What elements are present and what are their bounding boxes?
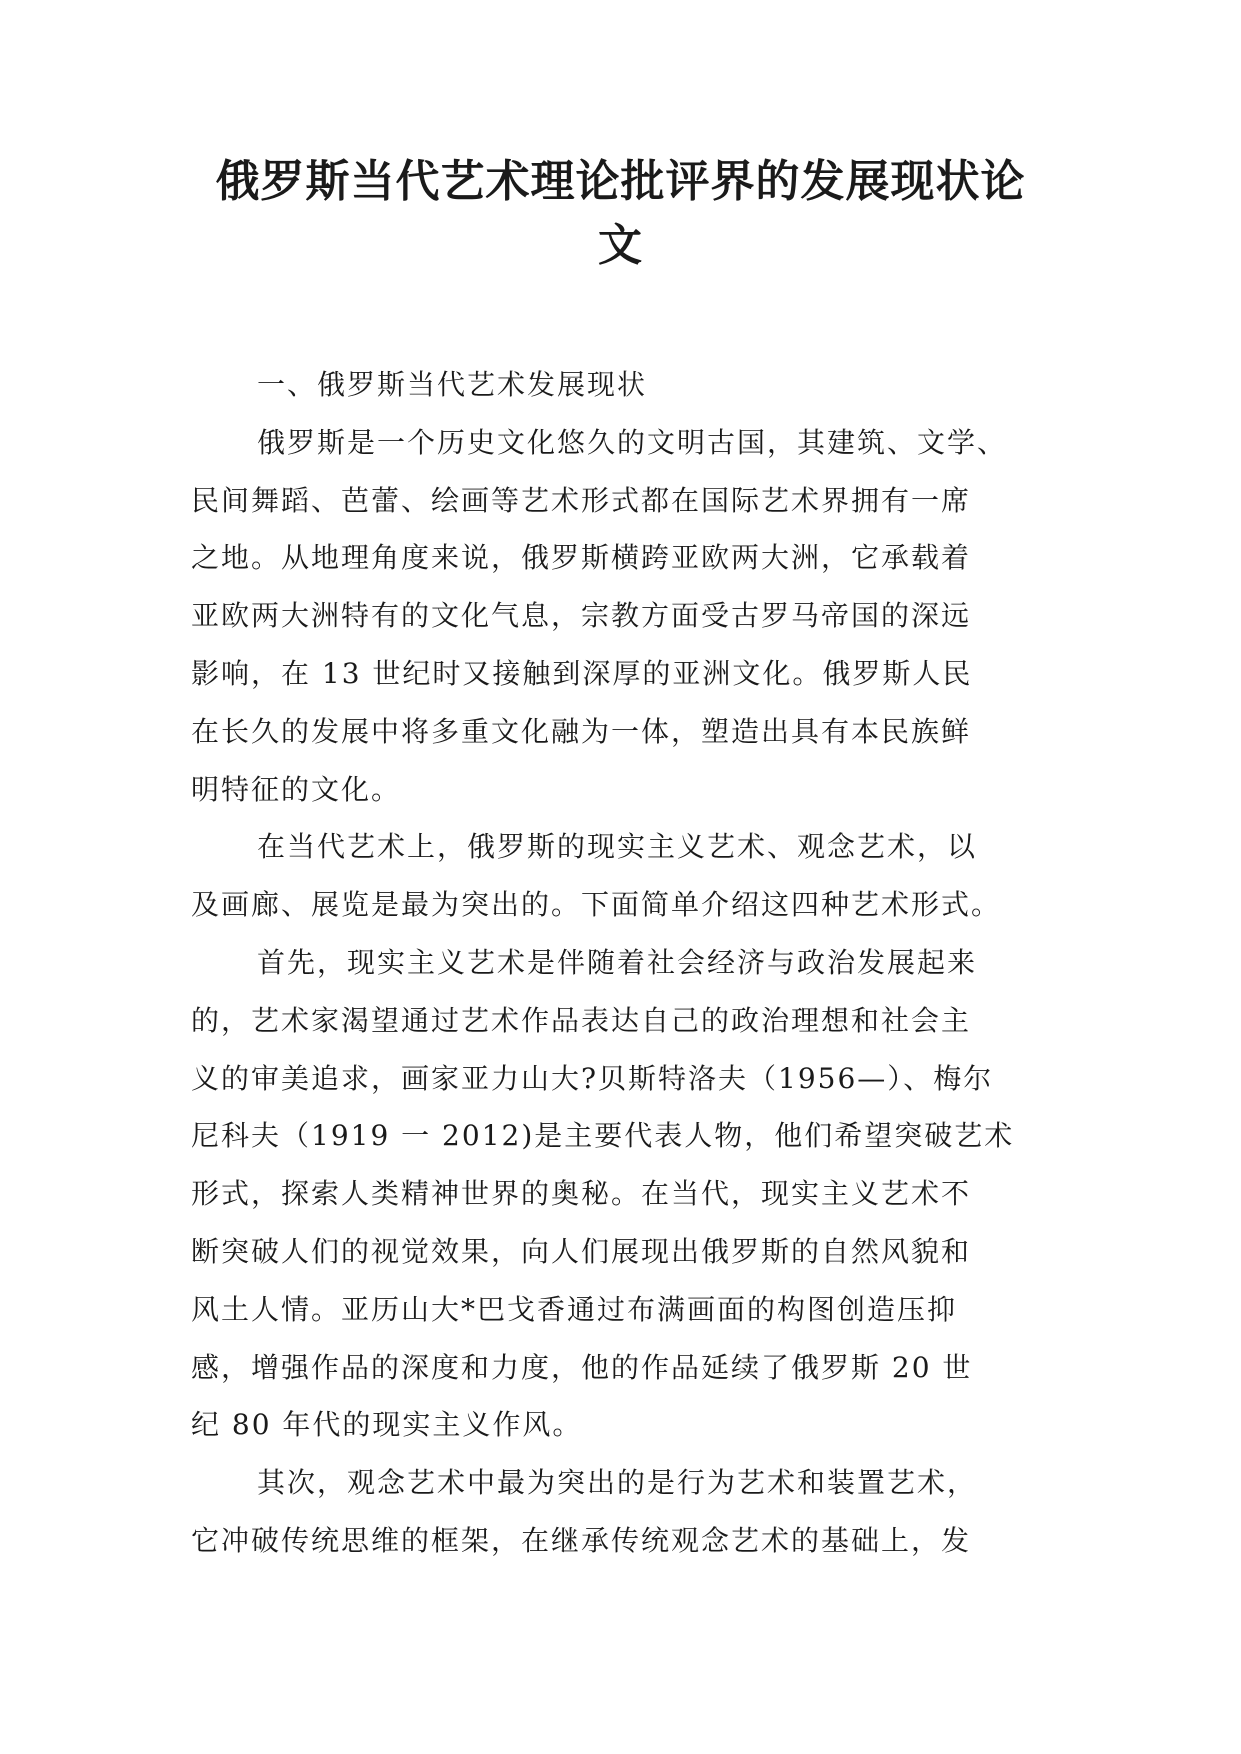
title-line-2: 文 (598, 220, 643, 271)
title-line-1: 俄罗斯当代艺术理论批评界的发展现状论 (215, 156, 1026, 207)
paragraph-line: 在当代艺术上，俄罗斯的现实主义艺术、观念艺术，以 (257, 830, 978, 864)
paragraph-line: 其次，观念艺术中最为突出的是行为艺术和装置艺术， (257, 1466, 978, 1500)
paragraph-line: 义的审美追求，画家亚力山大?贝斯特洛夫（1956—）、梅尔 (191, 1061, 994, 1095)
paragraph-line: 风土人情。亚历山大*巴戈香通过布满画面的构图创造压抑 (191, 1292, 958, 1326)
paragraph-line: 的，艺术家渴望通过艺术作品表达自己的政治理想和社会主 (191, 1003, 972, 1037)
paragraph-line: 形式，探索人类精神世界的奥秘。在当代，现实主义艺术不 (191, 1177, 972, 1211)
paragraph-line: 民间舞蹈、芭蕾、绘画等艺术形式都在国际艺术界拥有一席 (191, 483, 972, 517)
paragraph-line: 感，增强作品的深度和力度，他的作品延续了俄罗斯 20 世 (191, 1350, 973, 1384)
paragraph-line: 亚欧两大洲特有的文化气息，宗教方面受古罗马帝国的深远 (191, 599, 972, 633)
paragraph-1 (191, 414, 1051, 819)
paragraph-line: 影响，在 13 世纪时又接触到深厚的亚洲文化。俄罗斯人民 (191, 656, 973, 690)
paragraph-line: 俄罗斯是一个历史文化悠久的文明古国，其建筑、文学、 (257, 425, 1008, 459)
section-heading: 一、俄罗斯当代艺术发展现状 (257, 368, 648, 401)
paragraph-line: 首先，现实主义艺术是伴随着社会经济与政治发展起来 (257, 945, 978, 979)
document-body (191, 356, 1051, 1570)
paragraph-line: 它冲破传统思维的框架，在继承传统观念艺术的基础上，发 (191, 1523, 972, 1557)
paragraph-line: 之地。从地理角度来说，俄罗斯横跨亚欧两大洲，它承载着 (191, 541, 972, 575)
paragraph-line: 纪 80 年代的现实主义作风。 (191, 1408, 583, 1442)
paragraph-3 (191, 934, 1051, 1454)
paragraph-4 (191, 1454, 1051, 1570)
paragraph-line: 明特征的文化。 (191, 772, 402, 806)
paragraph-line: 断突破人们的视觉效果，向人们展现出俄罗斯的自然风貌和 (191, 1234, 972, 1268)
paragraph-2 (191, 818, 1051, 934)
document-title (150, 150, 1091, 278)
paragraph-line: 及画廊、展览是最为突出的。下面简单介绍这四种艺术形式。 (191, 888, 1002, 922)
paragraph-line: 尼科夫（1919 一 2012)是主要代表人物，他们希望突破艺术 (191, 1119, 1015, 1153)
paragraph-line: 在长久的发展中将多重文化融为一体，塑造出具有本民族鲜 (191, 714, 972, 748)
